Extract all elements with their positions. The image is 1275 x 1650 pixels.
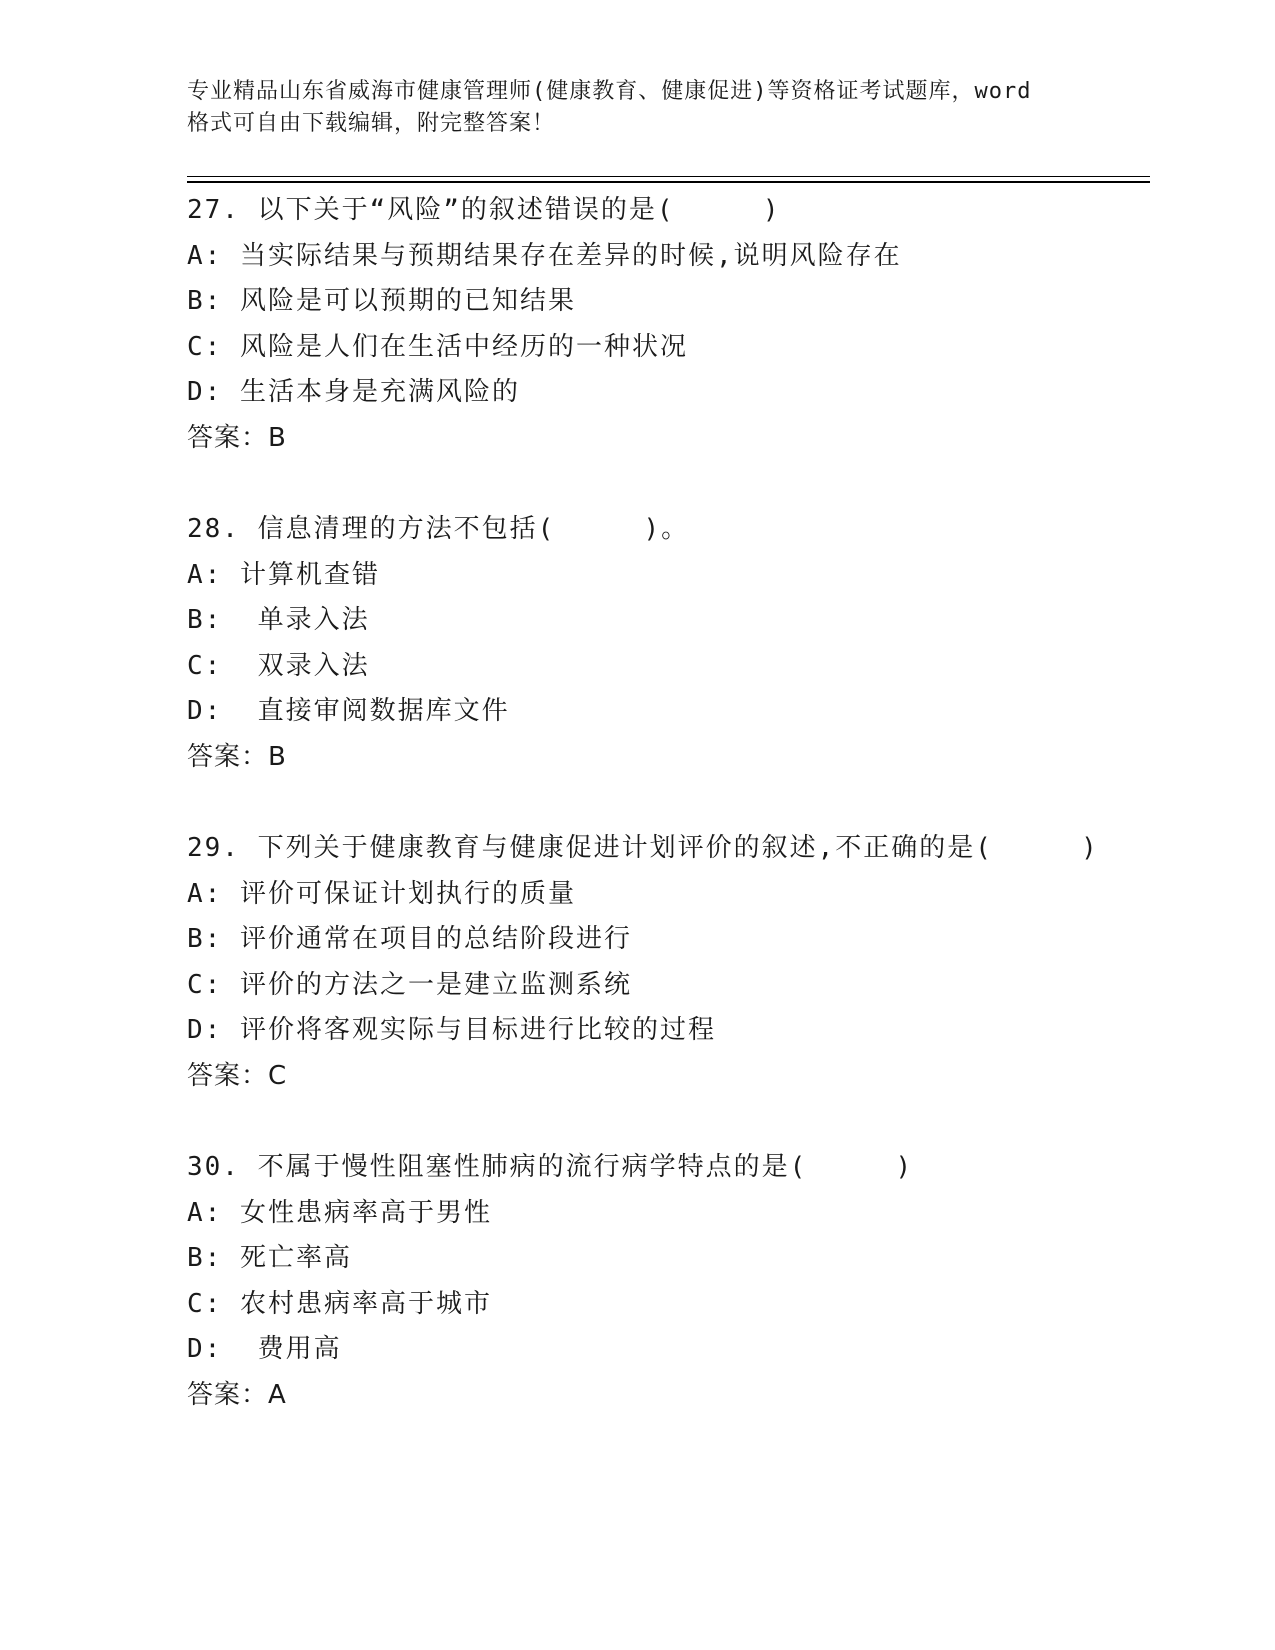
- option-b: B: 风险是可以预期的已知结果: [187, 286, 576, 316]
- answer-line: 答案：C: [187, 1060, 288, 1091]
- question-28: [187, 507, 1147, 780]
- header-line-2: 格式可自由下载编辑，附完整答案！: [187, 111, 556, 136]
- option-a: A: 评价可保证计划执行的质量: [187, 878, 576, 909]
- question-stem: 29. 下列关于健康教育与健康促进计划评价的叙述,不正确的是( ): [187, 833, 1099, 863]
- option-d: D: 生活本身是充满风险的: [187, 377, 520, 407]
- document-header: [187, 76, 1087, 140]
- header-line-1: 专业精品山东省威海市健康管理师(健康教育、健康促进)等资格证考试题库，word: [187, 79, 1032, 104]
- header-divider-thin: [187, 176, 1150, 177]
- option-c: C: 双录入法: [187, 650, 370, 681]
- question-stem: 28. 信息清理的方法不包括( )。: [187, 514, 690, 544]
- answer-line: 答案：B: [187, 741, 287, 772]
- option-c: C: 农村患病率高于城市: [187, 1288, 492, 1319]
- option-d: D: 直接审阅数据库文件: [187, 696, 510, 726]
- option-b: B: 单录入法: [187, 605, 370, 635]
- option-a: A: 当实际结果与预期结果存在差异的时候,说明风险存在: [187, 240, 902, 271]
- question-stem: 27. 以下关于“风险”的叙述错误的是( ): [187, 195, 781, 225]
- question-stem: 30. 不属于慢性阻塞性肺病的流行病学特点的是( ): [187, 1152, 914, 1182]
- answer-line: 答案：B: [187, 422, 287, 453]
- option-b: B: 评价通常在项目的总结阶段进行: [187, 924, 632, 954]
- question-29: [187, 826, 1147, 1099]
- option-a: A: 计算机查错: [187, 559, 380, 590]
- option-d: D: 费用高: [187, 1334, 342, 1364]
- question-list: [187, 188, 1147, 1464]
- option-c: C: 风险是人们在生活中经历的一种状况: [187, 331, 688, 362]
- header-divider-thick: [187, 181, 1150, 183]
- answer-line: 答案：A: [187, 1379, 287, 1410]
- question-27: [187, 188, 1147, 461]
- option-b: B: 死亡率高: [187, 1243, 352, 1273]
- question-30: [187, 1145, 1147, 1418]
- option-c: C: 评价的方法之一是建立监测系统: [187, 969, 632, 1000]
- option-d: D: 评价将客观实际与目标进行比较的过程: [187, 1015, 716, 1045]
- option-a: A: 女性患病率高于男性: [187, 1197, 492, 1228]
